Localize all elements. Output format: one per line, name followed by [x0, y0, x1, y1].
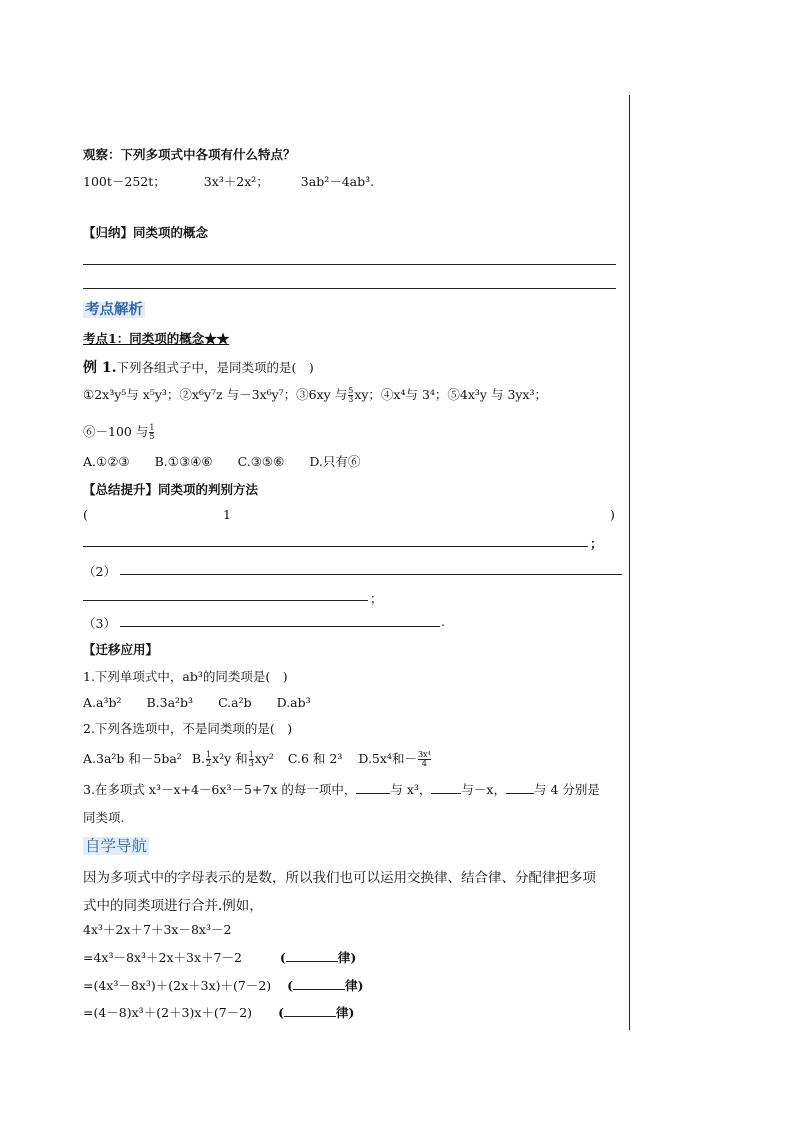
step-4: =(4－8)x³＋(2＋3)x＋(7－2) ( 律)	[83, 1005, 355, 1020]
step-3: =(4x³－8x³)＋(2x＋3x)＋(7－2) ( 律)	[83, 978, 364, 993]
blank-3[interactable]	[506, 793, 534, 794]
self-study-text-1: 因为多项式中的字母表示的是数，所以我们也可以运用交换律、结合律、分配律把多项	[83, 870, 596, 886]
question-3-line1: 3.在多项式 x³－x+4－6x³－5+7x 的每一项中， 与 x³， 与－x， 与 4 分别是	[83, 782, 600, 797]
judge-semicolon-2: ；	[370, 591, 383, 606]
judge-line-3	[120, 626, 440, 627]
law-blank-2[interactable]	[293, 989, 345, 990]
transfer-heading: 【迁移应用】	[83, 642, 159, 657]
judge-item-1: ( 1 )	[83, 507, 615, 522]
section-analysis-heading: 考点解析	[85, 302, 143, 318]
poly-1: 100t－252t；	[83, 174, 166, 189]
judge-semicolon-1: ；	[590, 536, 603, 551]
question-2: 2.下列各选项中，不是同类项的是( )	[83, 721, 293, 736]
question-1-options: A.a³b² B.3a²b³ C.a²b D.ab³	[83, 695, 311, 710]
judge-line-1	[83, 546, 588, 547]
step-2: =4x³－8x³＋2x＋3x＋7－2 ( 律)	[83, 950, 357, 965]
judge-item-3: （3）	[83, 616, 116, 631]
page-margin-line	[629, 95, 630, 1030]
self-study-text-2: 式中的同类项进行合并.例如，	[83, 898, 263, 914]
example-1-options: A.①②③ B.①③④⑥ C.③⑤⑥ D.只有⑥	[83, 454, 361, 469]
question-2-options: A.3a²b 和－5ba² B. $\frac{1}{2}$ x²y 和 $\frac{1}{3}$ xy² C.6 和 2³ D.5x⁴和－ $\frac{\text{3x⁴}}{4}$	[83, 750, 431, 768]
observe-title: 观察：下列多项式中各项有什么特点？	[83, 147, 296, 162]
summary-concept-heading: 【归纳】同类项的概念	[83, 225, 209, 240]
law-blank-3[interactable]	[284, 1016, 336, 1017]
answer-line-2	[83, 288, 616, 289]
fraction-1-5: $\frac{1}{5}$	[149, 423, 155, 441]
self-study-heading: 自学导航	[85, 837, 148, 855]
question-1: 1.下列单项式中，ab³的同类项是( )	[83, 669, 288, 684]
answer-line-1	[83, 264, 616, 265]
judge-line-2a	[120, 574, 622, 575]
summary-judge-heading: 【总结提升】同类项的判别方法	[83, 482, 259, 497]
example-1-items-line2: ⑥－100 与 $\frac{1}{5}$	[83, 423, 155, 441]
judge-item-2: （2）	[83, 564, 116, 579]
step-1: 4x³＋2x＋7＋3x－8x³－2	[83, 922, 232, 937]
example-1-question: 例 1.下列各组式子中，是同类项的是( )	[83, 360, 314, 376]
example-1-items-line1: ①2x³y⁵与 x⁵y³；②x⁶y⁷z 与－3x⁶y⁷；③6xy 与 $\frac{5}{3}$ xy；④x⁴与 3⁴；⑤4x³y 与 3yx³；	[83, 386, 548, 404]
judge-period: .	[441, 614, 445, 629]
blank-2[interactable]	[431, 793, 461, 794]
fraction-5-3: $\frac{5}{3}$	[348, 386, 354, 404]
judge-line-2b	[83, 600, 368, 601]
point-1-heading: 考点1：同类项的概念★★	[83, 331, 230, 346]
poly-2: 3x³＋2x²；	[203, 174, 269, 189]
blank-1[interactable]	[356, 793, 390, 794]
poly-3: 3ab²－4ab³.	[300, 174, 375, 189]
observe-polynomials	[83, 172, 374, 190]
law-blank-1[interactable]	[286, 961, 338, 962]
question-3-line2: 同类项.	[83, 810, 125, 825]
